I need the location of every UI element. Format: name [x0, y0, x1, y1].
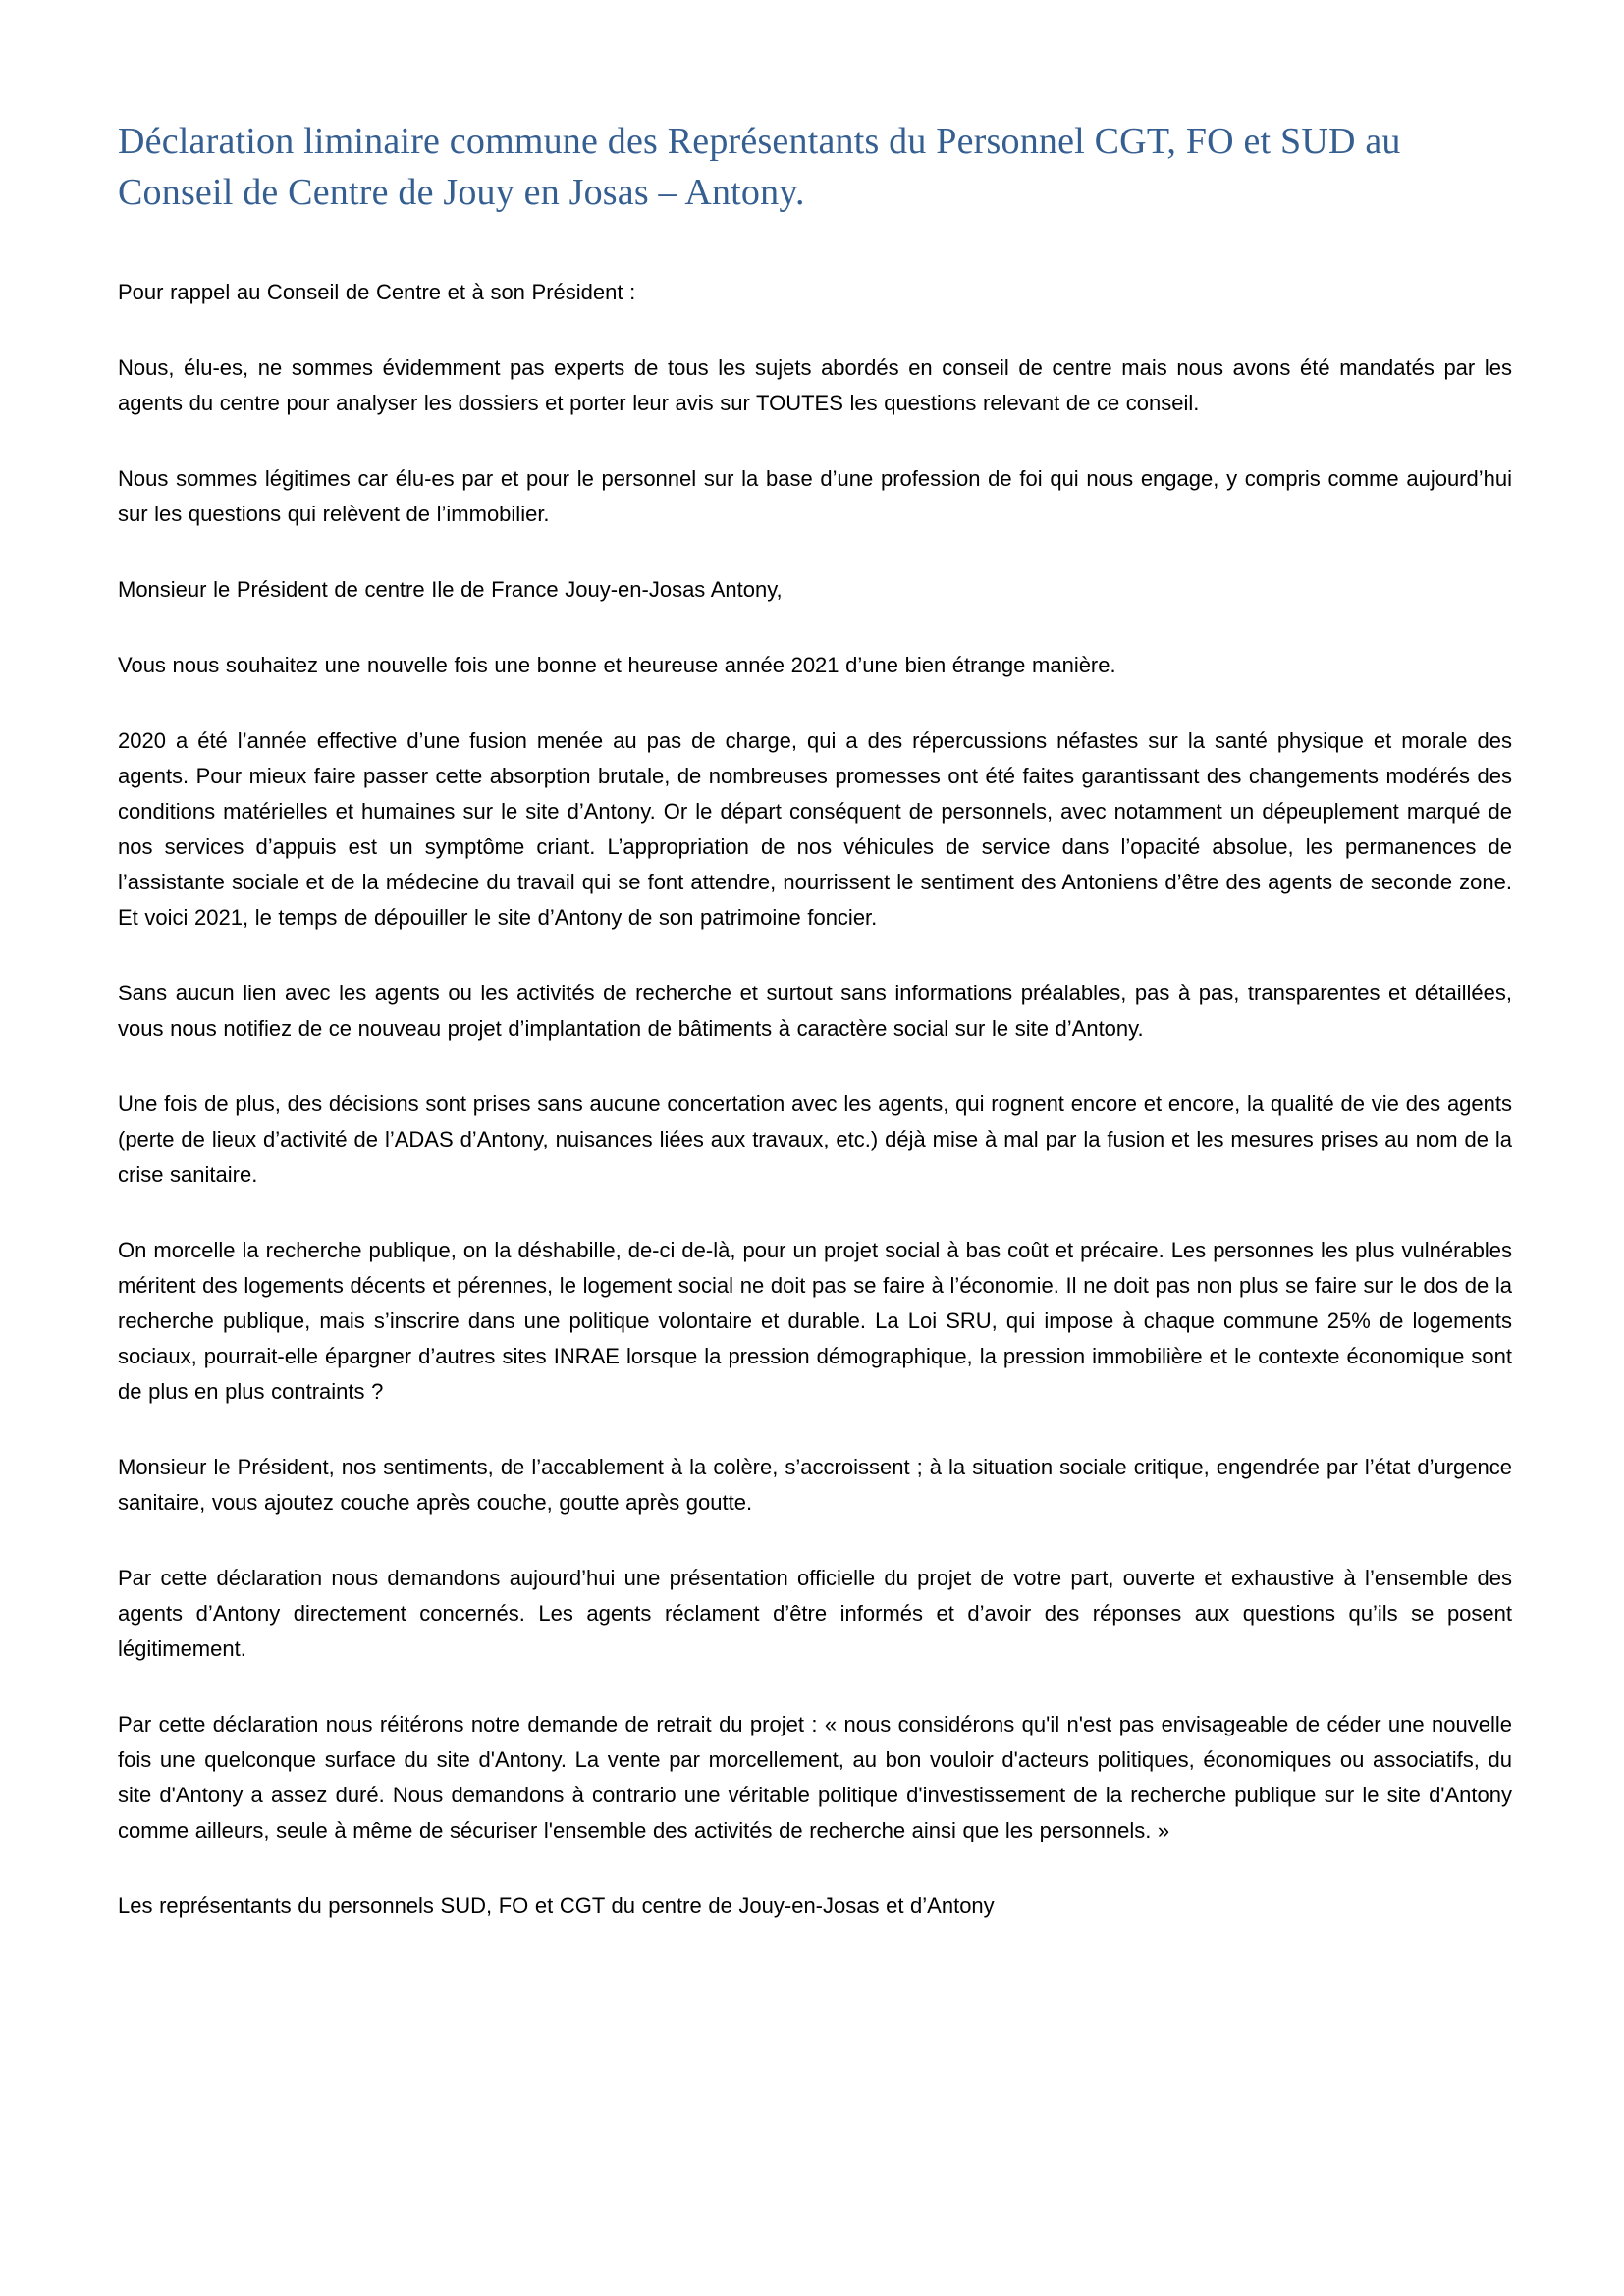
- paragraph-morcellement: On morcelle la recherche publique, on la déshabille, de-ci de-là, pour un projet social à bas coût et précaire. Les personnes les plus vulnérables méritent des logements décents et pérennes, le logement social ne doit pas se faire à l’économie. Il ne doit pas non plus se faire sur le dos de la recherche publique, mais s’inscrire dans une politique volontaire et durable. La Loi SRU, qui impose à chaque commune 25% de logements sociaux, pourrait-elle épargner d’autres sites INRAE lorsque la pression démographique, la pression immobilière et le contexte économique sont de plus en plus contraints ?: [118, 1238, 1512, 1404]
- paragraph-demande-presentation: Par cette déclaration nous demandons aujourd’hui une présentation officielle du projet de votre part, ouverte et exhaustive à l’ensemble des agents d’Antony directement concernés. Les agents réclament d’être informés et d’avoir des réponses aux questions qu’ils se posent légitimement.: [118, 1566, 1512, 1661]
- paragraph-signature: Les représentants du personnels SUD, FO et CGT du centre de Jouy-en-Josas et d’Antony: [118, 1894, 995, 1918]
- paragraph-salutation: Monsieur le Président de centre Ile de France Jouy-en-Josas Antony,: [118, 577, 783, 602]
- document-body: [118, 275, 1512, 1924]
- paragraph-demande-retrait: Par cette déclaration nous réitérons notre demande de retrait du projet : « nous considérons qu'il n'est pas envisageable de céder une nouvelle fois une quelconque surface du site d'Antony. La vente par morcellement, au bon vouloir d'acteurs politiques, économiques ou associatifs, du site d'Antony a assez duré. Nous demandons à contrario une véritable politique d'investissement de la recherche publique sur le site d'Antony comme ailleurs, seule à même de sécuriser l'ensemble des activités de recherche ainsi que les personnels. »: [118, 1712, 1512, 1842]
- paragraph-mandate: Nous, élu-es, ne sommes évidemment pas experts de tous les sujets abordés en conseil de centre mais nous avons été mandatés par les agents du centre pour analyser les dossiers et porter leur avis sur TOUTES les questions relevant de ce conseil.: [118, 355, 1512, 415]
- paragraph-wishes: Vous nous souhaitez une nouvelle fois une bonne et heureuse année 2021 d’une bien étrange manière.: [118, 653, 1116, 677]
- paragraph-intro: Pour rappel au Conseil de Centre et à son Président :: [118, 280, 636, 304]
- paragraph-decisions: Une fois de plus, des décisions sont prises sans aucune concertation avec les agents, qui rognent encore et encore, la qualité de vie des agents (perte de lieux d’activité de l’ADAS d’Antony, nuisances liées aux travaux, etc.) déjà mise à mal par la fusion et les mesures prises au nom de la crise sanitaire.: [118, 1092, 1512, 1187]
- document-title: Déclaration liminaire commune des Représentants du Personnel CGT, FO et SUD au Conseil de Centre de Jouy en Josas – Antony.: [118, 121, 1401, 213]
- paragraph-notification: Sans aucun lien avec les agents ou les activités de recherche et surtout sans informations préalables, pas à pas, transparentes et détaillées, vous nous notifiez de ce nouveau projet d’implantation de bâtiments à caractère social sur le site d’Antony.: [118, 981, 1512, 1041]
- paragraph-sentiments: Monsieur le Président, nos sentiments, de l’accablement à la colère, s’accroissent ; à la situation sociale critique, engendrée par l’état d’urgence sanitaire, vous ajoutez couche après couche, goutte après goutte.: [118, 1455, 1512, 1515]
- paragraph-fusion-2020: 2020 a été l’année effective d’une fusion menée au pas de charge, qui a des répercussions néfastes sur la santé physique et morale des agents. Pour mieux faire passer cette absorption brutale, de nombreuses promesses ont été faites garantissant des changements modérés des conditions matérielles et humaines sur le site d’Antony. Or le départ conséquent de personnels, avec notamment un dépeuplement marqué de nos services d’appuis est un symptôme criant. L’appropriation de nos véhicules de service dans l’opacité absolue, les permanences de l’assistante sociale et de la médecine du travail qui se font attendre, nourrissent le sentiment des Antoniens d’être des agents de seconde zone. Et voici 2021, le temps de dépouiller le site d’Antony de son patrimoine foncier.: [118, 728, 1512, 930]
- paragraph-legitimacy: Nous sommes légitimes car élu-es par et pour le personnel sur la base d’une profession de foi qui nous engage, y compris comme aujourd’hui sur les questions qui relèvent de l’immobilier.: [118, 466, 1512, 526]
